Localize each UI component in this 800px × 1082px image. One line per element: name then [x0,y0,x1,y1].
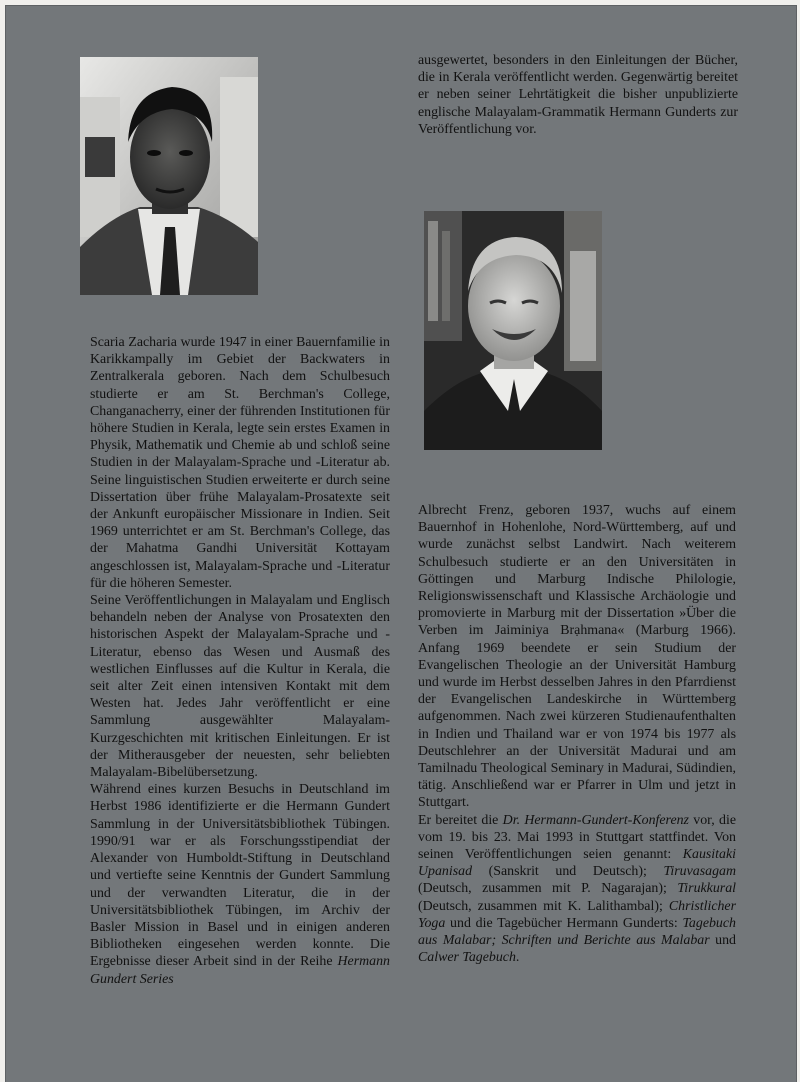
biography-frenz [418,502,736,966]
bio-paragraph [90,781,390,987]
portrait-photo-zacharia [80,57,258,295]
bio-paragraph: Seine Veröffentlichungen in Malayalam und Englisch behandeln neben der Analyse von Prosatexten den historischen Aspekt der Malayalam-Sprache und -Literatur, ebenso das Wesen und Ausmaß des westlichen Einflusses auf die Kultur in Kerala, die seit alter Zeit einen intensiven Kontakt mit dem Westen hat. Jedes Jahr veröffentlicht er eine Sammlung ausgewählter Malayalam-Kurzgeschichten mit kritischen Einleitungen. Er ist der Mitherausgeber der neuesten, sehr beliebten Malayalam-Bibelübersetzung. [90,593,390,781]
bio-text: Während eines kurzen Besuchs in Deutschland im Herbst 1986 identifizierte er die Hermann Gundert Sammlung in der Universitätsbibliothek Tübingen. 1990/91 war er als Forschungsstipendiat der Alexander von Humboldt-Stiftung in Deutschland und vertiefte seine Kenntnis der Gundert Sammlung und der verwandten Literatur, die in der Universitätsbibliothek Tübingen, im Archiv der Basler Mission in Basel und in einigen anderen Bibliotheken eingesehen werden konnte. Die Ergebnisse dieser Arbeit sind in der Reihe [90,782,390,970]
bio-text: (Deutsch, zusammen mit P. Nagarajan); [418,881,678,897]
bio-paragraph: Albrecht Frenz, geboren 1937, wuchs auf einem Bauernhof in Hohenlohe, Nord-Württemberg, auf und wurde zunächst selbst Landwirt. Nach weiterem Schulbesuch studierte er an den Universitäten in Göttingen und Marburg Indische Philologie, Religionswissenschaft und Klassische Archäologie und promovierte in Marburg mit der Dissertation »Über die Verben im Jaiminiya Brạhmana« (Marburg 1966). Anfang 1969 beendete er sein Studium der Evangelischen Theologie an der Universität Hamburg und wurde im Herbst desselben Jahres in den Pfarrdienst der Evangelischen Landeskirche in Württemberg aufgenommen. Nach zwei kürzeren Studienaufenthalten in Indien und Thailand war er von 1974 bis 1977 als Deutschlehrer an der Universität Madurai und am Tamilnadu Theological Seminary in Madurai, Südindien, tätig. Anschließend war er Pfarrer in Ulm und jetzt in Stuttgart. [418,503,736,811]
bio-text: vor, die vom 19. bis 23. Mai 1993 in Stuttgart stattfindet. Von seinen Veröffentlichungen seien genannt: [418,812,736,863]
bio-paragraph: Scaria Zacharia wurde 1947 in einer Bauernfamilie in Karikkampally im Gebiet der Backwaters in Zentralkerala geboren. Nach dem Schulbesuch studierte er am St. Berchman's College, Changanacherry, einer der führenden Institutionen für höhere Studien in Kerala, legte sein erstes Examen in Physik, Mathematik und Chemie ab und schloß seine Studien in der Malayalam-Sprache und -Literatur ab. Seine linguistischen Studien erweiterte er durch seine Dissertation über frühe Malayalam-Prosatexte seit der Ankunft europäischer Missionare in Indien. Seit 1969 unterrichtet er am St. Berchman's College, das der Mahatma Gandhi Universität Kottayam angeschlossen ist, Malayalam-Sprache und -Literatur für die höheren Semester. [90,335,390,591]
publication-title: Tagebuch aus Malabar; Schriften und Berichte aus Malabar [418,915,736,949]
publication-title: Kausitaki Upanisad [418,847,736,880]
portrait-image [424,211,602,450]
bio-text: und die Tagebücher Hermann Gunderts: [445,915,683,931]
portrait-photo-frenz [424,211,602,450]
publication-title: Calwer Tagebuch [418,950,516,966]
portrait-image [80,57,258,295]
series-title: Hermann Gundert Series [90,954,390,987]
bio-paragraph: ausgewertet, besonders in den Einleitungen der Bücher, die in Kerala veröffentlicht werden. Gegenwärtig bereitet er neben seiner Lehrtätigkeit die bisher unpublizierte englische Malayalam-Grammatik Hermann Gunderts zur Veröffentlichung vor. [418,53,738,137]
biography-zacharia [90,334,390,988]
publication-title: Christlicher Yoga [418,898,736,931]
bio-text: (Sanskrit und Deutsch); [472,864,664,880]
publication-title: Tirukkural [677,881,736,897]
bio-text: . [515,950,520,966]
bio-text: Er bereitet die [418,812,503,828]
bio-text: und [709,933,737,949]
bio-text: (Deutsch, zusammen mit K. Lalithambal); [418,898,669,914]
conference-title: Dr. Hermann-Gundert-Konferenz [502,812,689,828]
biography-zacharia-continued [418,52,738,138]
bio-paragraph [418,812,736,967]
publication-title: Tiruvasagam [663,864,736,880]
